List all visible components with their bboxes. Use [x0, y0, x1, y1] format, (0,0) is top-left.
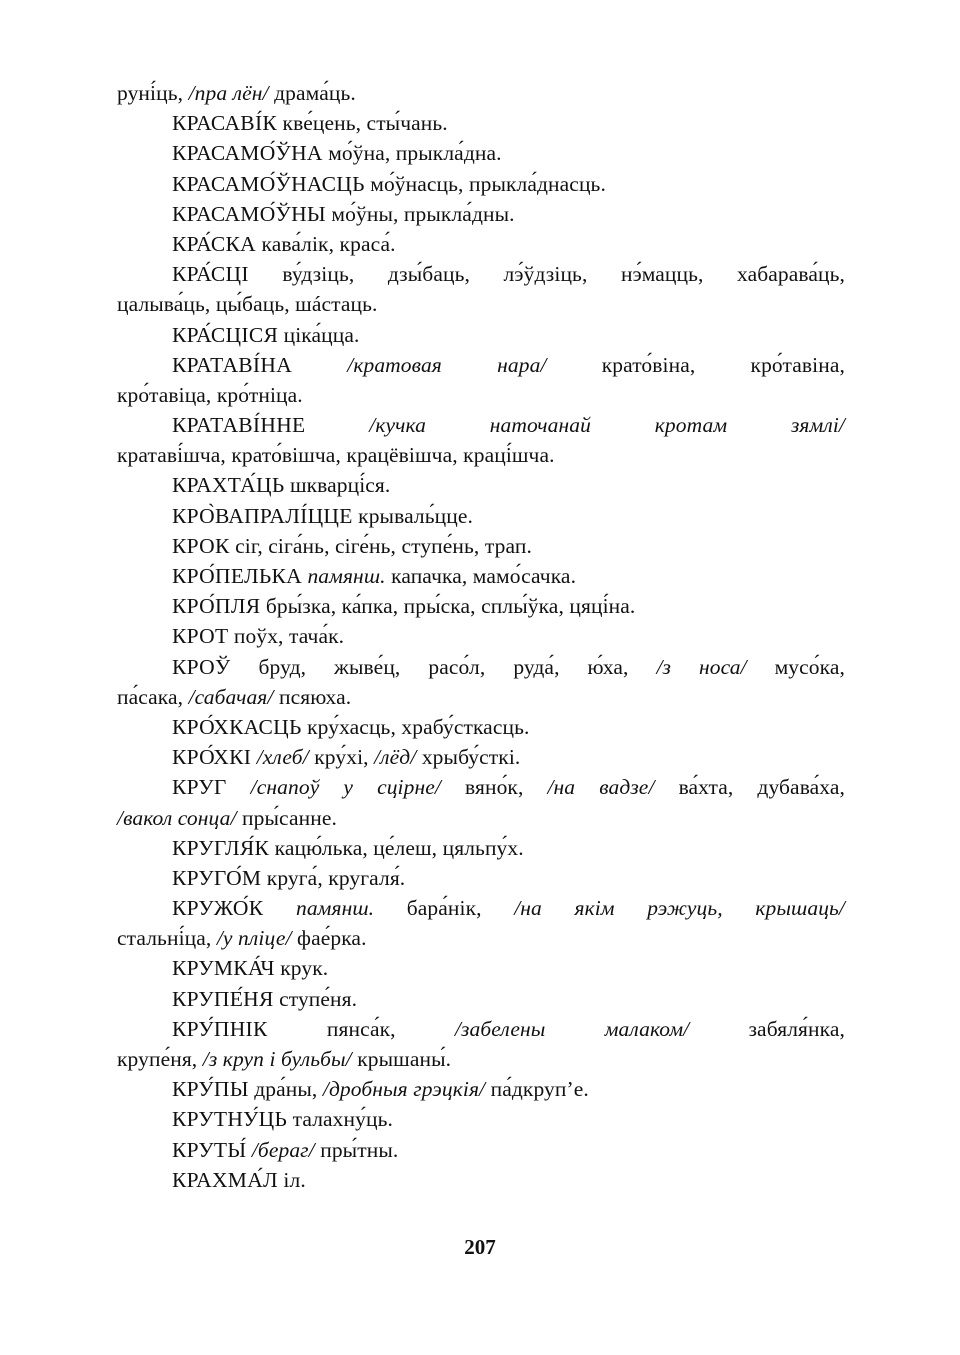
- synonym-text: па́сака,: [117, 684, 189, 709]
- synonym-text: ю́ха,: [587, 654, 629, 679]
- synonym-text: дубава́ха,: [757, 775, 845, 800]
- dictionary-line: [117, 531, 845, 561]
- dictionary-line: [117, 470, 845, 500]
- usage-note: нара/: [497, 352, 547, 377]
- headword: КРУМКА́Ч: [172, 956, 275, 981]
- synonym-text: лэ́ўдзіць,: [503, 262, 588, 287]
- headword: КРА́СКА: [172, 231, 257, 256]
- synonym-text: кратаві́шча, крато́вішча, крацёвішча, краці́шча.: [117, 443, 555, 468]
- dictionary-line: [117, 410, 845, 440]
- usage-note: вадзе/: [599, 775, 655, 800]
- dictionary-line: [117, 561, 845, 591]
- usage-note: /на: [514, 896, 542, 921]
- headword: КРА́СЦІСЯ: [172, 322, 279, 347]
- headword: КРО́ХКІ: [172, 745, 252, 770]
- usage-note: /кучка: [369, 413, 426, 438]
- dictionary-line: [117, 199, 845, 229]
- synonym-text: па́дкруп’е.: [485, 1077, 589, 1102]
- headword: КРА́СЦІ: [172, 262, 249, 287]
- dictionary-line: [117, 440, 845, 470]
- usage-note: /з: [656, 654, 672, 679]
- synonym-text: крупе́ня,: [117, 1047, 203, 1071]
- synonym-text: іл.: [277, 1167, 306, 1192]
- headword: КРОК: [172, 533, 230, 558]
- headword: КРОТ: [172, 624, 229, 649]
- headword: КРАХМА́Л: [172, 1167, 278, 1192]
- usage-note: /лёд/: [374, 745, 417, 770]
- usage-note: /з круп і бульбы/: [202, 1047, 352, 1071]
- synonym-text: дзы́баць,: [387, 262, 470, 287]
- synonym-text: забяля́нка,: [748, 1016, 845, 1041]
- dictionary-line: [117, 772, 845, 802]
- synonym-text: ціка́цца.: [278, 322, 360, 347]
- synonym-text: вяно́к,: [465, 775, 524, 800]
- headword: КРО́ХКАСЦЬ: [172, 714, 302, 739]
- usage-note: сцірне/: [377, 775, 441, 800]
- usage-note: памянш.: [301, 564, 386, 588]
- synonym-text: стальні́ца,: [117, 926, 217, 951]
- headword: КРО́ПЛЯ: [172, 594, 261, 619]
- synonym-text: пры́санне.: [236, 805, 337, 830]
- usage-note: /дробныя грэцкія/: [322, 1077, 486, 1102]
- headword: КРУТНУ́ЦЬ: [172, 1107, 288, 1132]
- synonym-text: цалыва́ць, цы́баць, шáстаць.: [117, 292, 378, 317]
- synonym-text: кава́лік, краса́.: [256, 231, 396, 256]
- usage-note: /пра лён/: [188, 81, 269, 105]
- synonym-text: бруд,: [258, 654, 307, 679]
- usage-note: /бераг/: [246, 1137, 315, 1162]
- synonym-text: шкварці́ся.: [284, 473, 391, 498]
- usage-note: памянш.: [295, 896, 375, 921]
- synonym-text: кру́хі,: [308, 745, 375, 770]
- headword: КРУПЕ́НЯ: [172, 986, 274, 1011]
- synonym-text: руда́,: [513, 654, 560, 679]
- headword: КРУ́ПЫ: [172, 1077, 249, 1102]
- synonym-text: мо́ўнасць, прыкла́днасць.: [364, 171, 606, 196]
- usage-note: крышаць/: [755, 896, 845, 921]
- dictionary-line: [117, 320, 845, 350]
- usage-note: наточанай: [489, 413, 591, 438]
- usage-note: зямлі/: [790, 413, 845, 438]
- usage-note: у: [343, 775, 354, 800]
- dictionary-line: [117, 78, 845, 108]
- synonym-text: крук.: [274, 956, 329, 981]
- headword: КРО̀ВАПРАЛІ́ЦЦЕ: [172, 503, 353, 528]
- dictionary-line: [117, 893, 845, 923]
- headword: КРУ́ПНІК: [172, 1016, 268, 1041]
- headword: КРУЖО́К: [172, 896, 264, 921]
- usage-note: /забелены: [454, 1016, 546, 1041]
- synonym-text: хабарава́ць,: [737, 262, 845, 287]
- usage-note: носа/: [699, 654, 747, 679]
- dictionary-line: [117, 229, 845, 259]
- synonym-text: драма́ць.: [268, 81, 356, 105]
- synonym-text: поўх, тача́к.: [228, 624, 345, 649]
- synonym-text: сіг, сіга́нь, сіге́нь, ступе́нь, трап.: [229, 533, 532, 558]
- synonym-text: псяюха.: [273, 684, 352, 709]
- headword: КРАХТА́ЦЬ: [172, 473, 285, 498]
- dictionary-line: [117, 289, 845, 319]
- dictionary-line: [117, 923, 845, 953]
- dictionary-line: [117, 803, 845, 833]
- headword: КРАСАВІ́К: [172, 111, 278, 136]
- headword: КРУГЛЯ́К: [172, 835, 270, 860]
- synonym-text: кацю́лька, це́леш, цяльпу́х.: [269, 835, 524, 860]
- synonym-text: капачка, мамо́сачка.: [385, 564, 577, 588]
- dictionary-line: [117, 108, 845, 138]
- synonym-text: мусо́ка,: [774, 654, 845, 679]
- synonym-text: талахну́ць.: [287, 1107, 393, 1132]
- synonym-text: кро́тавіца, кро́тніца.: [117, 382, 303, 407]
- synonym-text: кру́хасць, храбу́сткасць.: [301, 714, 530, 739]
- synonym-text: руні́ць,: [117, 81, 189, 105]
- usage-note: якім: [574, 896, 615, 921]
- dictionary-line: [117, 501, 845, 531]
- usage-note: рэжуць,: [647, 896, 723, 921]
- dictionary-line: [117, 1044, 845, 1074]
- usage-note: /кратовая: [347, 352, 442, 377]
- dictionary-line: [117, 1104, 845, 1134]
- headword: КРУТЫ́: [172, 1137, 247, 1162]
- page-number: 207: [464, 1235, 496, 1259]
- usage-note: /на: [547, 775, 576, 800]
- headword: КРАСАМО́ЎНЫ: [172, 201, 326, 226]
- synonym-text: ву́дзіць,: [282, 262, 355, 287]
- headword: КРОЎ: [172, 654, 231, 679]
- synonym-text: расо́л,: [428, 654, 486, 679]
- dictionary-line: [117, 1014, 845, 1044]
- synonym-text: мо́ўны, прыкла́дны.: [325, 201, 515, 226]
- dictionary-line: [117, 833, 845, 863]
- synonym-text: пры́тны.: [314, 1137, 399, 1162]
- synonym-text: фае́рка.: [291, 926, 367, 951]
- dictionary-line: [117, 863, 845, 893]
- synonym-text: круга́, кругаля́.: [261, 865, 406, 890]
- synonym-text: дра́ны,: [248, 1077, 323, 1102]
- dictionary-line: [117, 953, 845, 983]
- dictionary-line: [117, 712, 845, 742]
- synonym-text: ступе́ня.: [273, 986, 358, 1011]
- usage-note: /вакол сонца/: [117, 805, 237, 830]
- synonym-text: крываль́цце.: [352, 503, 473, 528]
- synonym-text: кро́тавіна,: [750, 352, 845, 377]
- usage-note: /у пліце/: [216, 926, 292, 951]
- synonym-text: пянса́к,: [326, 1016, 396, 1041]
- synonym-text: крато́віна,: [601, 352, 696, 377]
- dictionary-line: [117, 138, 845, 168]
- headword: КРАТАВІ́НА: [172, 352, 293, 377]
- synonym-text: нэ́мацць,: [620, 262, 704, 287]
- usage-note: /снапоў: [250, 775, 320, 800]
- headword: КРУГО́М: [172, 865, 262, 890]
- synonym-text: ва́хта,: [678, 775, 734, 800]
- usage-note: /хлеб/: [251, 745, 309, 770]
- synonym-text: кве́цень, сты́чань.: [277, 111, 448, 136]
- headword: КРАСАМО́ЎНА: [172, 141, 323, 166]
- dictionary-line: [117, 1074, 845, 1104]
- dictionary-line: [117, 259, 845, 289]
- synonym-text: мо́ўна, прыкла́дна.: [322, 141, 502, 166]
- dictionary-line: [117, 1135, 845, 1165]
- dictionary-line: [117, 380, 845, 410]
- synonym-text: бара́нік,: [406, 896, 482, 921]
- synonym-text: крышаны́.: [351, 1047, 452, 1071]
- synonym-text: жыве́ц,: [334, 654, 401, 679]
- synonym-text: хрыбу́сткі.: [416, 745, 521, 770]
- headword: КРУГ: [172, 775, 227, 800]
- dictionary-line: [117, 652, 845, 682]
- dictionary-line: [117, 984, 845, 1014]
- headword: КРАТАВІ́ННЕ: [172, 413, 306, 438]
- dictionary-line: [117, 1165, 845, 1195]
- dictionary-line: [117, 621, 845, 651]
- dictionary-page: [117, 78, 845, 1195]
- dictionary-line: [117, 169, 845, 199]
- usage-note: малаком/: [604, 1016, 690, 1041]
- headword: КРАСАМО́ЎНАСЦЬ: [172, 171, 365, 196]
- dictionary-line: [117, 682, 845, 712]
- usage-note: кротам: [654, 413, 728, 438]
- synonym-text: бры́зка, ка́пка, пры́ска, сплы́ўка, цяці́на.: [260, 594, 636, 619]
- dictionary-line: [117, 742, 845, 772]
- usage-note: /сабачая/: [188, 684, 274, 709]
- dictionary-line: [117, 350, 845, 380]
- dictionary-line: [117, 591, 845, 621]
- headword: КРО́ПЕЛЬКА: [172, 564, 302, 588]
